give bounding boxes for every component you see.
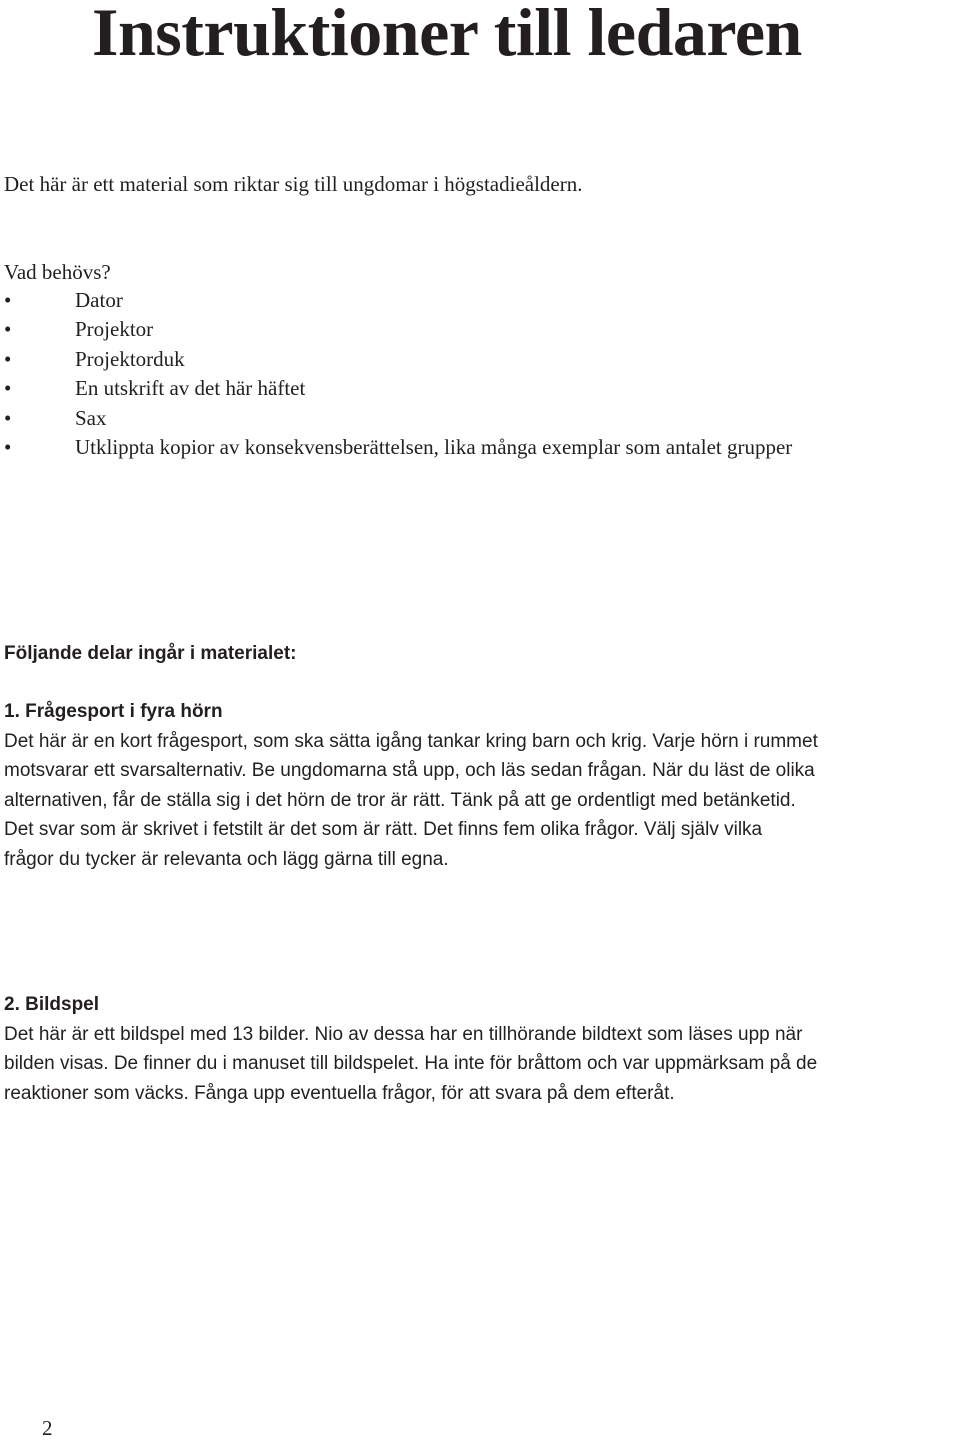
body-line: Det svar som är skrivet i fetstilt är det som är rätt. Det finns fem olika frågor. Välj själv vilka [4,819,763,840]
section-body [4,727,960,875]
bullet-icon: • [4,288,12,312]
page-title: Instruktioner till ledaren [92,0,802,70]
section-body [4,1020,960,1109]
needs-heading: Vad behövs? [4,260,111,284]
needs-item-label: Sax [75,405,107,430]
section-heading: 1. Frågesport i fyra hörn [4,701,223,722]
bullet-icon: • [4,434,12,459]
body-line: alternativen, får de ställa sig i det hörn de tror är rätt. Tänk på att ge ordentligt med betänketid. [4,789,796,811]
bullet-icon: • [4,317,12,342]
needs-item-label: Projektorduk [75,346,185,371]
bullet-icon: • [4,405,12,430]
section-slideshow [4,990,960,1108]
body-line: bilden visas. De finner du i manuset till bildspelet. Ha inte för bråttom och var uppmärksam på de [4,1053,818,1074]
section-quiz [4,697,960,874]
needs-item-label: Projektor [75,317,154,342]
parts-heading: Följande delar ingår i materialet: [4,643,297,664]
needs-item-label: Utklippta kopior av konsekvensberättelsen, lika många exemplar som antalet grupper [75,434,793,459]
page-number: 2 [42,1416,53,1440]
needs-item-label: En utskrift av det här häftet [75,376,306,401]
section-heading: 2. Bildspel [4,994,100,1015]
body-line: Det här är en kort frågesport, som ska sätta igång tankar kring barn och krig. Varje hörn i rummet [4,730,818,752]
bullet-icon: • [4,346,12,371]
body-line: reaktioner som väcks. Fånga upp eventuella frågor, för att svara på dem efteråt. [4,1082,675,1104]
body-line: frågor du tycker är relevanta och lägg gärna till egna. [4,848,449,870]
intro-text: Det här är ett material som riktar sig till ungdomar i högstadieåldern. [4,172,583,196]
bullet-icon: • [4,376,12,401]
body-line: motsvarar ett svarsalternativ. Be ungdomarna stå upp, och läs sedan frågan. När du läst de olika [4,760,815,781]
body-line: Det här är ett bildspel med 13 bilder. Nio av dessa har en tillhörande bildtext som läses upp när [4,1023,803,1045]
needs-item-label: Dator [75,288,123,312]
